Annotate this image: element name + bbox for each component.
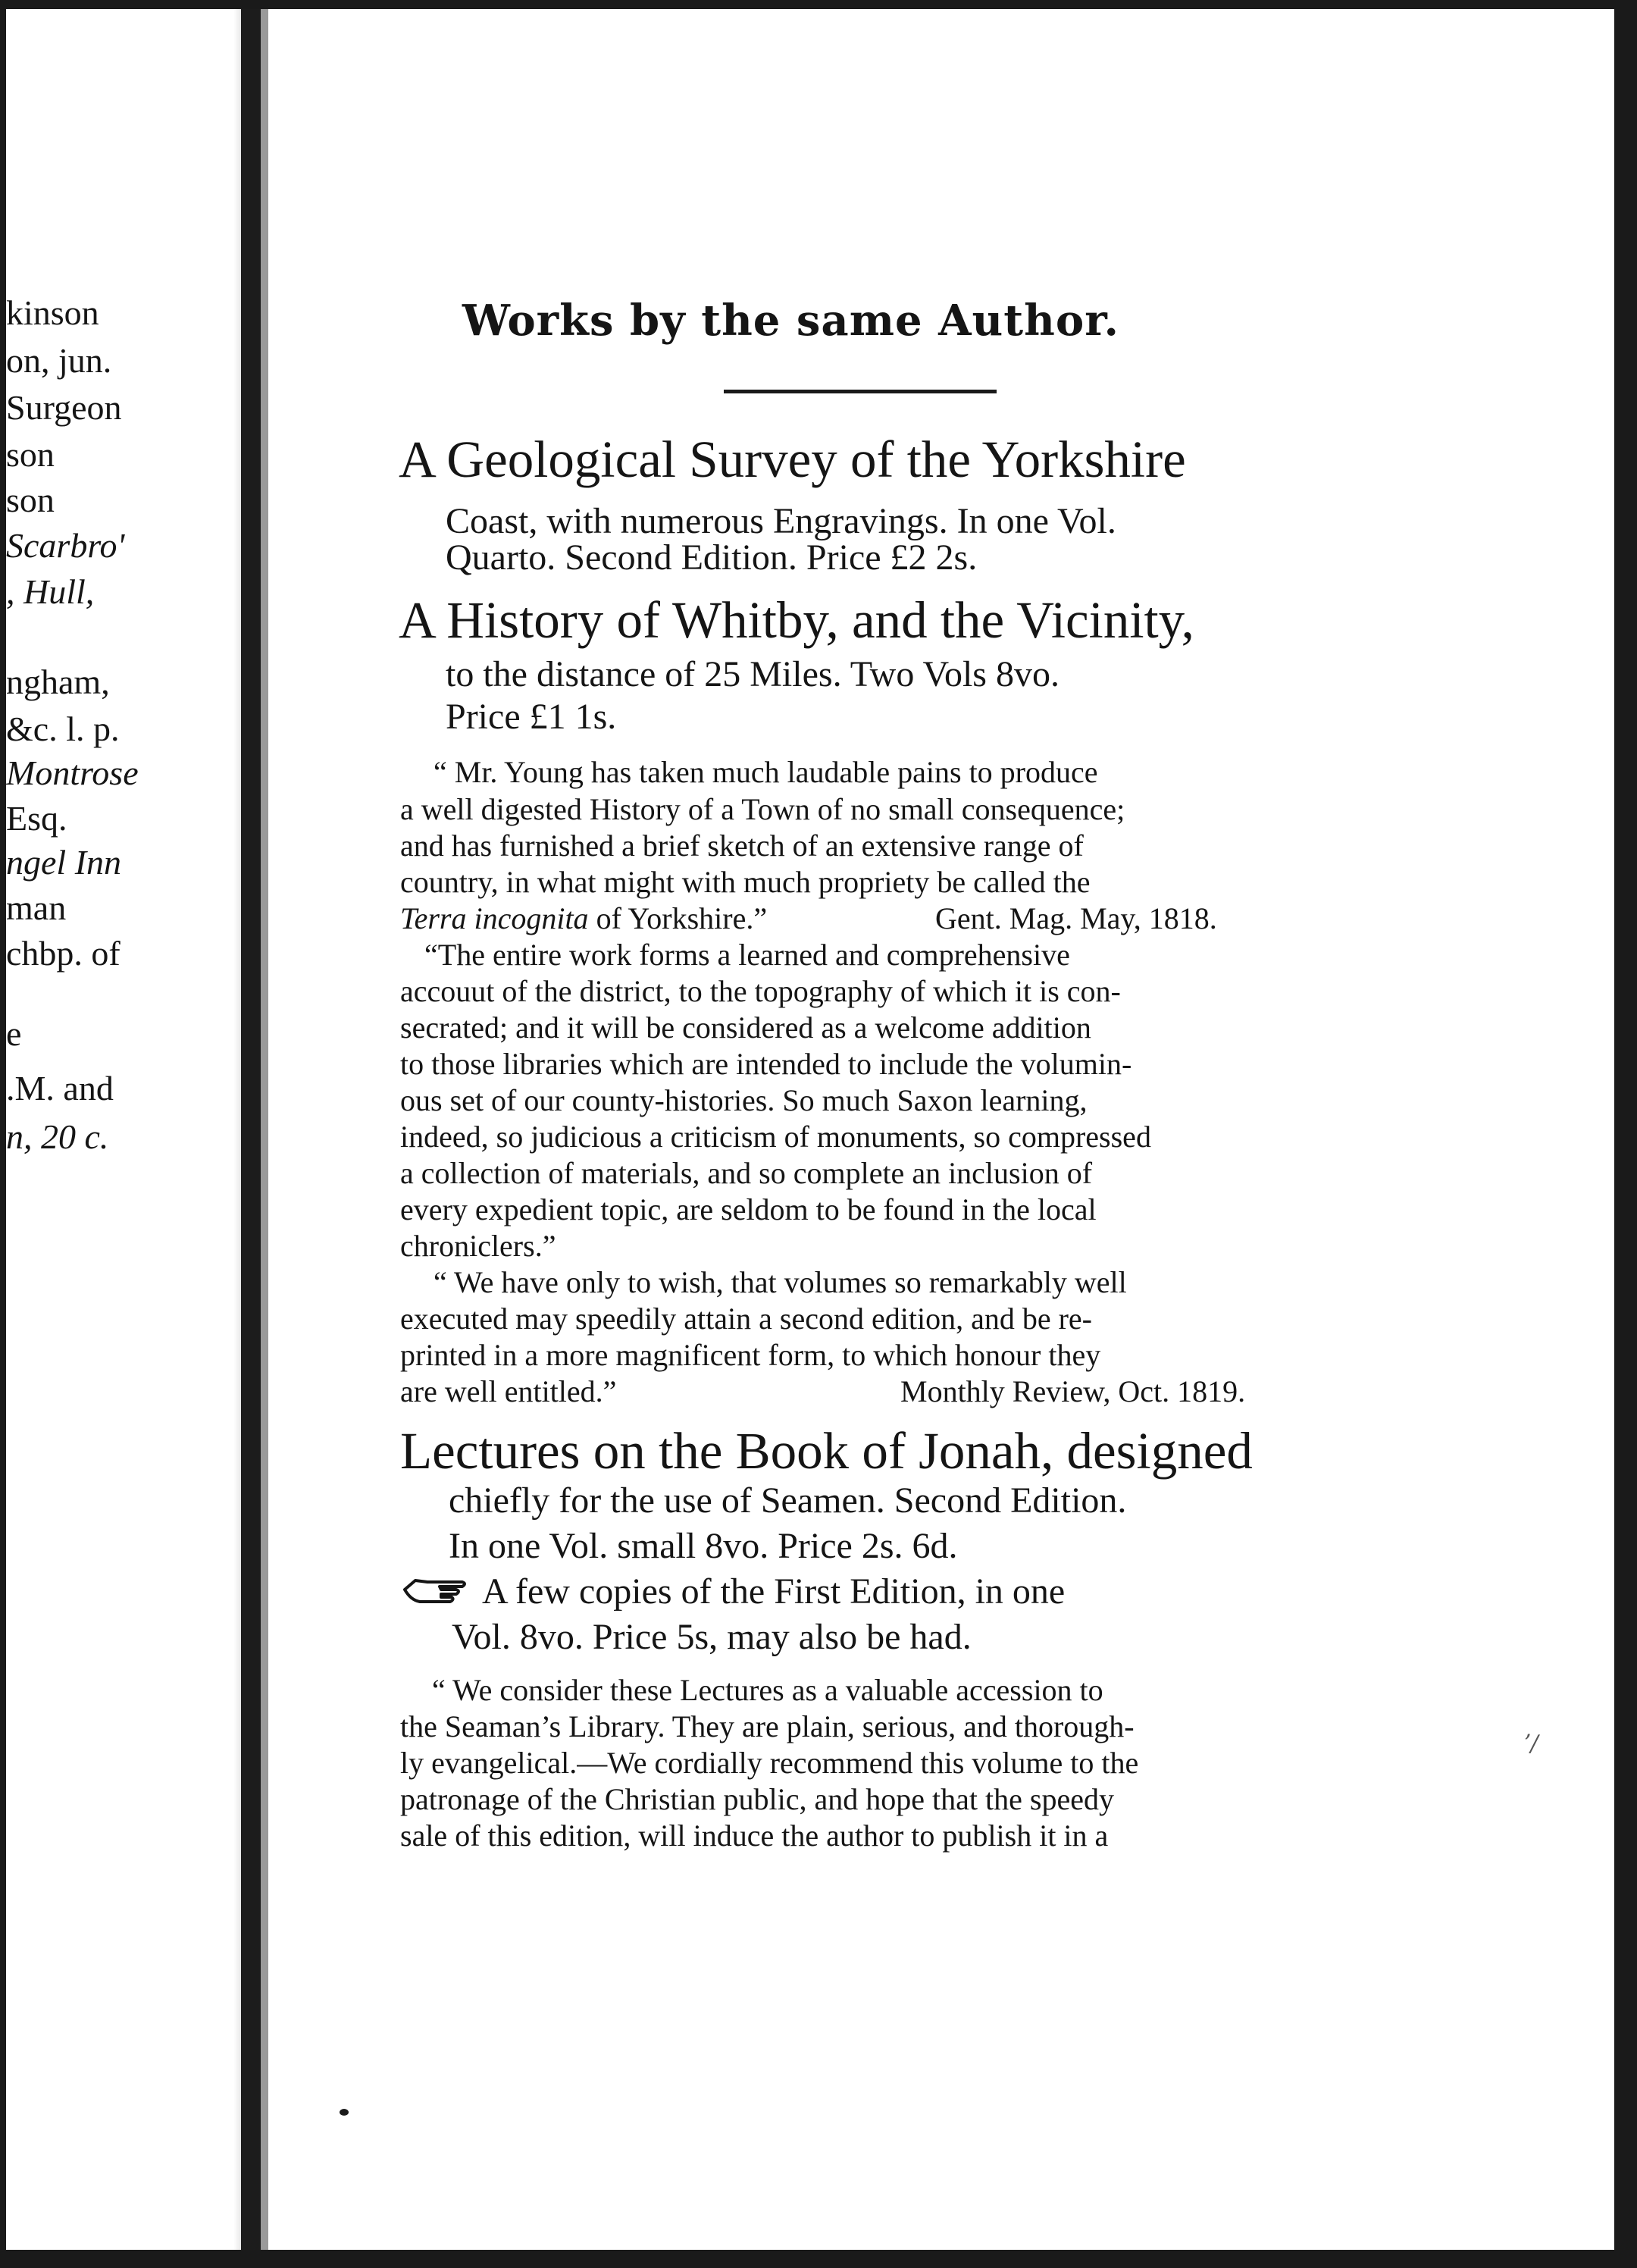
scan-frame-right: [1614, 0, 1637, 2268]
work-detail-line: Price £1 1s.: [446, 697, 617, 737]
review-quote-line: patronage of the Christian public, and hope that the speedy: [400, 1782, 1114, 1816]
review-quote-line: “The entire work forms a learned and comprehensive: [424, 938, 1070, 972]
review-quote-line: are well entitled.”: [400, 1374, 617, 1408]
work-title: A Geological Survey of the Yorkshire: [399, 431, 1186, 488]
pointing-hand-icon: [402, 1573, 468, 1606]
left-page-line: Scarbro': [6, 526, 125, 565]
review-quote-line: ly evangelical.—We cordially recommend this volume to the: [400, 1746, 1139, 1780]
review-quote-line: country, in what might with much propriety be called the: [400, 865, 1091, 899]
scan-frame-bottom: [0, 2250, 1637, 2268]
work-title: A History of Whitby, and the Vicinity,: [399, 591, 1194, 649]
left-page: [6, 9, 241, 2250]
review-quote-line: “ We consider these Lectures as a valuable accession to: [432, 1673, 1103, 1707]
review-quote-line: the Seaman’s Library. They are plain, serious, and thorough-: [400, 1709, 1135, 1743]
review-quote-line: sale of this edition, will induce the author to publish it in a: [400, 1818, 1109, 1853]
left-page-line: kinson: [6, 293, 99, 332]
left-page-line: son: [6, 435, 55, 474]
gutter-edge: [261, 9, 268, 2250]
book-gutter: [241, 9, 261, 2250]
work-detail-line: Coast, with numerous Engravings. In one Vol.: [446, 501, 1116, 541]
review-quote-line: a collection of materials, and so complete an inclusion of: [400, 1156, 1093, 1190]
left-page-line: on, jun.: [6, 341, 112, 380]
review-source: Monthly Review, Oct. 1819.: [900, 1374, 1246, 1408]
review-quote-line: indeed, so judicious a criticism of monuments, so compressed: [400, 1120, 1151, 1154]
italic-phrase: Terra incognita: [400, 901, 589, 935]
review-quote-line: executed may speedily attain a second edition, and be re-: [400, 1302, 1092, 1336]
ink-mark: ʼ/: [1523, 1731, 1538, 1757]
scan-frame-left: [0, 0, 6, 2268]
review-quote-line: [400, 901, 767, 936]
review-quote-line: every expedient topic, are seldom to be found in the local: [400, 1192, 1097, 1226]
left-page-line: , Hull,: [6, 572, 95, 611]
left-page-line: man: [6, 888, 67, 927]
left-page-line: &c. l. p.: [6, 710, 120, 748]
scan-frame-top: [0, 0, 1637, 9]
review-quote-line: “ Mr. Young has taken much laudable pains to produce: [434, 755, 1098, 789]
review-quote-line: a well digested History of a Town of no small consequence;: [400, 792, 1125, 826]
review-source: Gent. Mag. May, 1818.: [935, 901, 1217, 935]
left-page-line: n, 20 c.: [6, 1117, 109, 1156]
page-heading: Works by the same Author.: [462, 296, 1120, 346]
review-quote-line: secrated; and it will be considered as a welcome addition: [400, 1010, 1091, 1045]
heading-rule: [724, 390, 997, 393]
work-detail-line: to the distance of 25 Miles. Two Vols 8vo.: [446, 654, 1060, 694]
review-quote-line: “ We have only to wish, that volumes so remarkably well: [434, 1265, 1127, 1299]
left-page-line: ngham,: [6, 663, 110, 701]
edition-note-text: A few copies of the First Edition, in one: [482, 1571, 1066, 1612]
ink-speck: [340, 2109, 349, 2116]
review-quote-line: accouut of the district, to the topography of which it is con-: [400, 974, 1121, 1008]
left-page-line: Montrose: [6, 753, 139, 792]
review-quote-line: ous set of our county-histories. So much Saxon learning,: [400, 1083, 1088, 1117]
review-quote-line: chroniclers.”: [400, 1229, 556, 1263]
review-quote-line: printed in a more magnificent form, to which honour they: [400, 1338, 1101, 1372]
left-page-line: ngel Inn: [6, 843, 122, 882]
left-page-line: e: [6, 1014, 22, 1053]
review-quote-line: to those libraries which are intended to include the volumin-: [400, 1047, 1132, 1081]
work-detail-line: Quarto. Second Edition. Price £2 2s.: [446, 537, 978, 578]
page-edge-shadow: [233, 9, 241, 2250]
review-quote-line: and has furnished a brief sketch of an extensive range of: [400, 829, 1084, 863]
left-page-line: Esq.: [6, 799, 67, 838]
quote-text: of Yorkshire.”: [588, 901, 768, 935]
work-detail-line: Vol. 8vo. Price 5s, may also be had.: [452, 1617, 972, 1657]
left-page-line: Surgeon: [6, 388, 122, 427]
work-detail-line: In one Vol. small 8vo. Price 2s. 6d.: [449, 1526, 958, 1566]
edition-note: [402, 1571, 1065, 1613]
work-title: Lectures on the Book of Jonah, designed: [400, 1422, 1253, 1480]
left-page-line: son: [6, 481, 55, 519]
left-page-line: chbp. of: [6, 934, 121, 973]
left-page-line: .M. and: [6, 1069, 114, 1107]
work-detail-line: chiefly for the use of Seamen. Second Edition.: [449, 1480, 1127, 1521]
